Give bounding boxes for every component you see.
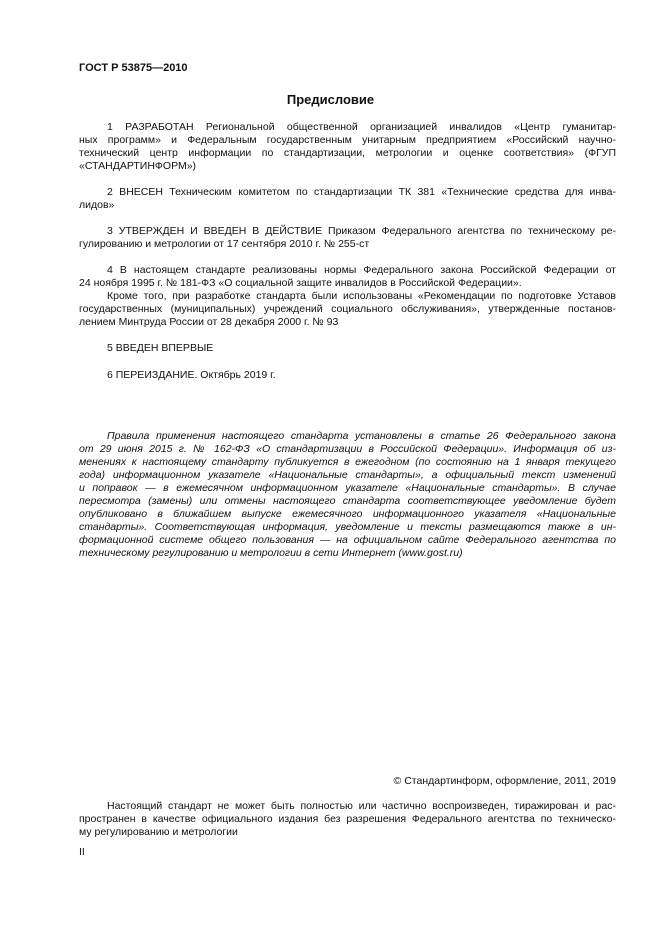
text-line: лидов» <box>79 199 115 211</box>
reproduction-notice <box>79 800 616 839</box>
text-line: опубликовано в ближайшем выпуске ежемесячного информационного указателя «Национальные <box>79 508 616 520</box>
text-line: 3 УТВЕРЖДЕН И ВВЕДЕН В ДЕЙСТВИЕ Приказом Федерального агентства по техническому ре- <box>107 225 616 237</box>
text-line: Правила применения настоящего стандарта установлены в статье 26 Федерального закона <box>107 430 616 442</box>
text-line: 4 В настоящем стандарте реализованы нормы Федерального закона Российской Федерации от <box>107 264 616 276</box>
text-line: Настоящий стандарт не может быть полностью или частично воспроизведен, тиражирован и рас- <box>107 800 616 812</box>
section-6-reissue <box>79 369 616 382</box>
text-line: от 29 июня 2015 г. № 162-ФЗ «О стандартизации в Российской Федерации». Информация об из- <box>79 443 616 455</box>
text-line: «СТАНДАРТИНФОРМ») <box>79 160 197 172</box>
text-line: 5 ВВЕДЕН ВПЕРВЫЕ <box>107 342 214 354</box>
copyright-line: © Стандартинформ, оформление, 2011, 2019 <box>393 775 616 787</box>
page-title: Предисловие <box>286 92 375 107</box>
text-line: Кроме того, при разработке стандарта были использованы «Рекомендации по подготовке Уставов <box>107 290 616 302</box>
text-line: му регулированию и метрологии <box>79 826 238 838</box>
text-line: 2 ВНЕСЕН Техническим комитетом по стандартизации ТК 381 «Технические средства для инва- <box>107 186 616 198</box>
text-line: 6 ПЕРЕИЗДАНИЕ. Октябрь 2019 г. <box>107 369 276 381</box>
page-number: II <box>79 846 85 858</box>
text-line: пространен в качестве официального издания без разрешения Федерального агентства по техническо- <box>79 813 616 825</box>
section-4-norms <box>79 264 616 329</box>
text-line: 24 ноября 1995 г. № 181-ФЗ «О социальной защите инвалидов в Российской Федерации». <box>79 277 522 289</box>
text-line: гулированию и метрологии от 17 сентября 2010 г. № 255-ст <box>79 238 370 250</box>
text-line: технический центр информации по стандартизации, метрологии и оценке соответствия» (ФГУП <box>79 147 616 159</box>
section-2-introduced <box>79 186 616 212</box>
text-line: года) информационном указателе «Национальные стандарты», а официальный текст изменений <box>79 469 616 481</box>
text-line: и поправок — в ежемесячном информационном указателе «Национальные стандарты». В случае <box>79 482 616 494</box>
section-1-developed <box>79 121 616 173</box>
text-line: техническому регулированию и метрологии в сети Интернет (www.gost.ru) <box>79 547 463 559</box>
text-line: стандарты». Соответствующая информация, уведомление и тексты размещаются также в ин- <box>79 521 616 533</box>
text-line: 1 РАЗРАБОТАН Региональной общественной организацией инвалидов «Центр гуманитар- <box>107 121 616 133</box>
text-line: ных программ» и Федеральным государственным унитарным предприятием «Российский научно- <box>79 134 616 146</box>
document-code: ГОСТ Р 53875—2010 <box>79 62 188 74</box>
text-line: пересмотра (замены) или отмены настоящего стандарта соответствующее уведомление будет <box>79 495 616 507</box>
text-line: формационной системе общего пользования — на официальном сайте Федерального агентства по <box>79 534 616 546</box>
text-line: лением Минтруда России от 28 декабря 2000 г. № 93 <box>79 316 339 328</box>
section-3-approved <box>79 225 616 251</box>
usage-notice <box>79 430 616 560</box>
text-line: менениях к настоящему стандарту публикуется в ежегодном (по состоянию на 1 января текущего <box>79 456 616 468</box>
section-5-first-introduced <box>79 342 616 355</box>
text-line: государственных (муниципальных) учреждений социального обслуживания», утвержденные постанов- <box>79 303 616 315</box>
